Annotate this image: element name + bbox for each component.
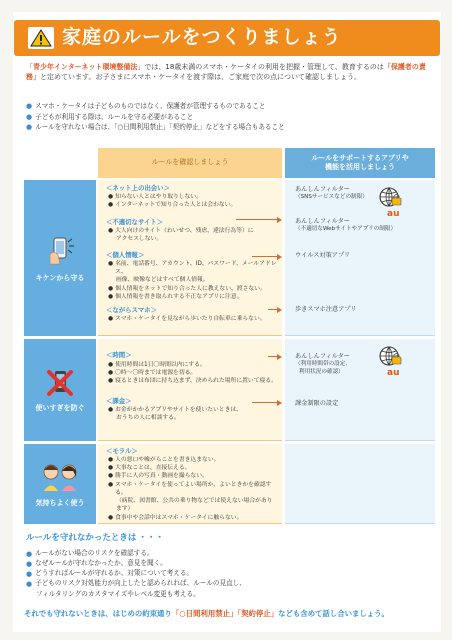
support-protect-content bbox=[285, 180, 435, 336]
warning-icon bbox=[28, 27, 54, 49]
rule-list-time bbox=[108, 361, 278, 386]
rule-list-distracted bbox=[108, 315, 278, 323]
svg-text:au: au bbox=[387, 209, 400, 218]
list-item: アクセスしない。 bbox=[116, 236, 163, 243]
intro-paragraph bbox=[26, 63, 434, 83]
list-item: ● 大事なことは、直接伝える。 bbox=[108, 465, 191, 472]
list-item: （病院、図書館、公共の乗り物などでは使えない場合があります） bbox=[116, 498, 273, 513]
list-item: ● 知らない人とはやり取りしない。 bbox=[108, 194, 203, 200]
bullet-icon: ● bbox=[26, 123, 33, 132]
support-filter-web: あんしんフィルター （不適切なWebサイトやアプリの制限） bbox=[295, 218, 397, 233]
category-overuse-label: 使いすぎを防ぐ bbox=[35, 403, 85, 412]
arrow-time bbox=[268, 356, 280, 357]
list-item: ● 使用時間は1日〇時間以内にする。 bbox=[108, 362, 206, 368]
support-walking-app: 歩きスマホ注意アプリ bbox=[295, 306, 357, 313]
rule-title-billing: ＜課金＞ bbox=[106, 397, 132, 405]
support-filter-time: あんしんフィルター （利用時間帯の設定、 利用状況の確認） bbox=[295, 353, 351, 375]
support-column-header: ルールをサポートするアプリや 機能を活用しましょう bbox=[285, 148, 435, 178]
rule-title-distracted: ＜ながらスマホ＞ bbox=[106, 306, 157, 314]
bullet-icon: ● bbox=[26, 550, 33, 558]
arrow-personal bbox=[252, 256, 280, 257]
list-item: ● 大人向けのサイト（わいせつ、残虐、違法行為等）に bbox=[108, 228, 254, 234]
list-item: おうちの人に相談する。 bbox=[116, 415, 180, 422]
list-item: ● どうすればルールが守れるか、対策について考える。 bbox=[26, 569, 194, 579]
rule-list-manners bbox=[108, 456, 278, 522]
list-item: ● 子どもが利用する際は、ルールを守る必要があること bbox=[26, 112, 194, 121]
bullet-icon: ● bbox=[26, 560, 33, 569]
two-kids-icon bbox=[39, 461, 81, 493]
svg-text:au: au bbox=[387, 368, 400, 377]
rule-title-manners: ＜モラル＞ bbox=[106, 447, 138, 455]
rules-protect bbox=[98, 180, 282, 336]
list-item: ● 個人情報を書き取られする不正なアプリに注意。 bbox=[108, 293, 243, 300]
list-item: ● 人の悪口や嘘がらことを書き込まない。 bbox=[108, 457, 220, 463]
bullet-icon: ● bbox=[26, 102, 33, 110]
au-filter-badge bbox=[377, 345, 407, 377]
list-item: ● ルールがない場合のリスクを確認する。 bbox=[26, 549, 154, 558]
category-protect bbox=[24, 180, 96, 336]
arrow-distracted bbox=[268, 309, 280, 310]
list-item: ● スマホ・ケータイを見ながら歩いたり自転車に乗らない。 bbox=[108, 316, 266, 322]
list-item: ● なぜルールが守れなかったか、意見を聞く。 bbox=[26, 559, 167, 569]
support-billing-limit: 課金制限の設定 bbox=[295, 400, 339, 407]
intro-text-1: 「 bbox=[26, 63, 33, 71]
list-item: ● 名前、電話番号、アカウント、ID、パスワード、メールアドレス、 bbox=[108, 261, 277, 276]
list-item: ● 子どものリスク対処能力が向上したと認められれば、ルールの見直し、 bbox=[26, 579, 246, 589]
arrow-net-meetings bbox=[236, 219, 280, 220]
list-item: フィルタリングのカスタマイズやレベル変更も考える。 bbox=[36, 589, 200, 598]
list-item: ● スマホ・ケータイは子どものものではなく、保護者が管理するものであること bbox=[26, 102, 266, 110]
intro-parent-duty: 「保護者の責務」 bbox=[26, 63, 426, 81]
closing-title: ルールを守れなかったときは ・・・ bbox=[26, 533, 164, 543]
rule-title-inappropriate: ＜不適切なサイト＞ bbox=[106, 218, 164, 226]
rules-comfort bbox=[98, 444, 282, 524]
list-item: ● 寝るときは布団に持ち込まず、決められた場所に置いて寝る。 bbox=[108, 378, 277, 385]
category-comfort bbox=[24, 444, 96, 524]
list-item: ● 〇時〜〇時までは電源を切る。 bbox=[108, 370, 197, 377]
au-filter-badge bbox=[377, 186, 407, 218]
list-item: ● 勝手に人の写真・動画を撮らない。 bbox=[108, 473, 208, 480]
list-item: ● 個人情報をネットで知り合った人に教えない、渡さない。 bbox=[108, 285, 266, 292]
intro-bullet-list bbox=[26, 101, 434, 133]
support-virus-app: ウイルス対策アプリ bbox=[295, 252, 351, 259]
list-item: ● インターネットで知り合った人とは会わない。 bbox=[108, 202, 237, 209]
closing-list bbox=[26, 549, 436, 599]
rule-list-personal bbox=[108, 260, 278, 301]
category-comfort-label: 気持ちよく使う bbox=[35, 498, 85, 507]
bullet-icon: ● bbox=[26, 570, 33, 579]
list-item: ● お金がかかるアプリやサイトを使いたいときは、 bbox=[108, 407, 242, 413]
rule-list-inappropriate bbox=[108, 227, 278, 243]
list-item: ● スマホ・ケータイを使ってよい場所か、よいときかを確認する。 bbox=[108, 481, 272, 496]
list-item: ● 食事中や会話中はスマホ・ケータイに触らない。 bbox=[108, 514, 243, 521]
list-item: 画像、映像などはすべて個人情報。 bbox=[116, 277, 209, 284]
intro-law-name: 青少年インターネット環境整備法 bbox=[33, 63, 138, 71]
bullet-icon: ● bbox=[26, 112, 33, 121]
list-item: ● ルールを守れない場合は、「○日間利用禁止」「契約停止」などをする場合もあること bbox=[26, 123, 285, 132]
support-comfort bbox=[285, 444, 435, 524]
rule-title-net-meetings: ＜ネット上の出会い＞ bbox=[106, 184, 170, 192]
intro-text-2: 」では、18歳未満のスマホ・ケータイの利用を把握・管理して、教育するのは bbox=[137, 63, 384, 71]
support-filter-sns: あんしんフィルター （SNSサービスなどの制限） bbox=[295, 186, 368, 201]
support-overuse bbox=[285, 339, 435, 441]
bullet-icon: ● bbox=[26, 580, 33, 589]
rule-title-personal: ＜個人情報＞ bbox=[106, 251, 145, 259]
final-note: それでも守れないときは、はじめの約束通り「○日間利用禁止」「契約停止」なども含めて話し合いましょう。 bbox=[24, 609, 389, 618]
rule-list-billing bbox=[108, 406, 278, 422]
arrow-billing bbox=[252, 402, 280, 403]
page-title: 家庭のルールをつくりましょう bbox=[62, 26, 342, 49]
category-protect-label: キケンから守る bbox=[35, 273, 85, 282]
rules-column-header: ルールを確認しましょう bbox=[98, 148, 282, 178]
rule-list-net-meetings bbox=[108, 193, 278, 209]
hand-phone-icon bbox=[42, 234, 78, 268]
title-banner bbox=[14, 20, 440, 56]
rule-title-time: ＜時間＞ bbox=[106, 351, 132, 359]
category-overuse bbox=[24, 339, 96, 441]
no-phone-icon bbox=[45, 368, 75, 398]
intro-text-3: と定めています。お子さまにスマホ・ケータイを渡す際は、ご家庭で次の点について確認しましょう。 bbox=[40, 72, 362, 81]
rules-overuse bbox=[98, 339, 282, 441]
